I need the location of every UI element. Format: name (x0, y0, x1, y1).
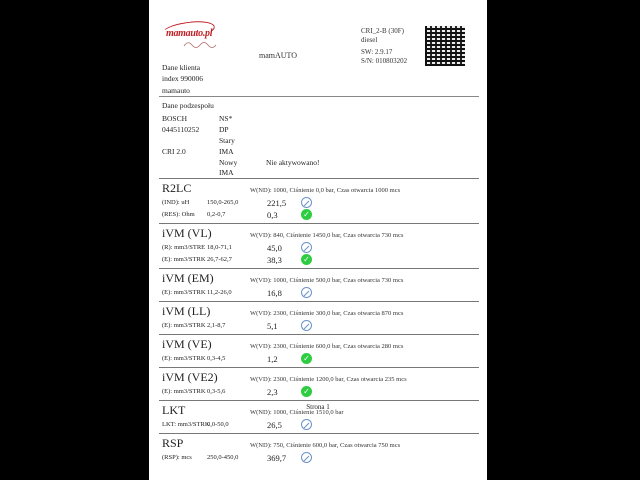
measurement-label: (RSP): mcs (162, 454, 192, 461)
section-title: R2LC (162, 181, 192, 195)
matrix-code (425, 26, 465, 66)
component-row (162, 136, 320, 147)
measurement-range: 0,2-0,7 (207, 211, 226, 218)
test-section-r2lc (159, 178, 479, 223)
component-flag: NS* (219, 114, 233, 123)
component-flag: IMA (219, 146, 234, 156)
component-row (162, 114, 320, 125)
component-flag: Nowy (219, 157, 238, 167)
section-title: iVM (VL) (162, 226, 212, 240)
device-model: CRI_2-B (30F) (361, 27, 404, 35)
section-conditions: W(ND): 1000, Ciśnienie 0,0 bar, Czas otwarcia 1000 mcs (250, 187, 401, 194)
measurement-range: 0,3-5,6 (207, 388, 226, 395)
measurement-value: 5,1 (267, 320, 278, 331)
measurement-row (159, 452, 479, 463)
test-section-ivm-vl (159, 223, 479, 268)
measurement-value: 221,5 (267, 197, 287, 208)
test-section-rsp (159, 433, 479, 466)
test-section-ivm-ll (159, 301, 479, 334)
section-title: iVM (EM) (162, 271, 214, 285)
measurement-range: 11,2-26,0 (207, 289, 232, 296)
measurement-label: LKT: mm3/STRK (162, 421, 210, 428)
section-conditions: W(VD): 2300, Ciśnienie 1200,0 bar, Czas otwarcia 235 mcs (250, 376, 407, 383)
measurement-range: 0,0-50,0 (207, 421, 229, 428)
status-skip-icon (301, 287, 312, 298)
section-title: LKT (162, 403, 186, 417)
test-section-ivm-ve2 (159, 367, 479, 400)
measurement-row (159, 209, 479, 220)
section-title: iVM (VE) (162, 337, 212, 351)
status-ok-icon (301, 353, 312, 364)
device-serial-number: S/N: 010803202 (361, 57, 408, 66)
measurement-value: 0,3 (267, 209, 278, 220)
section-title: iVM (LL) (162, 304, 211, 318)
section-conditions: W(ND): 750, Ciśnienie 600,0 bar, Czas otwarcia 750 mcs (250, 442, 401, 449)
measurement-row (159, 353, 479, 364)
section-conditions: W(VD): 2300, Ciśnienie 300,0 bar, Czas otwarcia 870 mcs (250, 310, 404, 317)
component-row (162, 158, 320, 169)
status-skip-icon (301, 242, 312, 253)
client-data-block (162, 62, 203, 96)
report-page (149, 0, 487, 480)
status-ok-icon (301, 386, 312, 397)
measurement-value: 16,8 (267, 287, 282, 298)
measurement-range: 0,3-4,5 (207, 355, 226, 362)
logo-text-main: mam (166, 28, 186, 39)
measurement-label: (E): mm3/STRK (162, 388, 206, 395)
measurement-value: 26,5 (267, 419, 282, 430)
section-conditions: W(VD): 1000, Ciśnienie 500,0 bar, Czas otwarcia 730 mcs (250, 277, 404, 284)
measurement-range: 2,1-8,7 (207, 322, 226, 329)
section-conditions: W(VD): 2300, Ciśnienie 600,0 bar, Czas otwarcia 280 mcs (250, 343, 404, 350)
measurement-label: (E): mm3/STRK (162, 355, 206, 362)
client-data-title: Dane klienta (162, 63, 201, 72)
status-skip-icon (301, 197, 312, 208)
logo-text-auto: auto (185, 28, 203, 39)
measurement-row (159, 242, 479, 253)
measurement-row (159, 419, 479, 430)
report-title: mamAUTO (259, 51, 298, 60)
measurement-label: (E): mm3/STRK (162, 289, 206, 296)
test-results (159, 178, 479, 466)
measurement-range: 26,7-62,7 (207, 256, 232, 263)
ima-status-note: Nie aktywowano! (266, 157, 320, 167)
measurement-value: 1,2 (267, 353, 278, 364)
measurement-row (159, 197, 479, 208)
status-skip-icon (301, 320, 312, 331)
component-part-number: 0445110252 (162, 124, 200, 134)
measurement-range: 150,0-265,0 (207, 199, 239, 206)
component-data-title: Dane podzespołu (162, 101, 214, 110)
section-conditions: W(ND): 1000, Ciśnienie 1510,0 bar (250, 409, 344, 416)
section-title: RSP (162, 436, 184, 450)
component-flag: DP (219, 124, 229, 134)
test-section-ivm-ve (159, 334, 479, 367)
measurement-label: (E): mm3/STRK (162, 256, 206, 263)
client-index: index 990006 (162, 74, 204, 84)
test-section-ivm-em (159, 268, 479, 301)
device-fuel: diesel (361, 36, 378, 45)
mamauto-logo (166, 28, 212, 39)
component-row (162, 147, 320, 158)
logo-text-tld: .pl (202, 28, 213, 39)
status-skip-icon (301, 452, 312, 463)
measurement-label: (IND): uH (162, 199, 190, 206)
status-ok-icon (301, 209, 312, 220)
measurement-row (159, 287, 479, 298)
client-name: mamauto (162, 85, 190, 95)
component-manufacturer: BOSCH (162, 114, 188, 123)
measurement-range: 18,0-71,1 (207, 244, 232, 251)
component-flag: Stary (219, 135, 235, 145)
page-number: Strona 1 (306, 403, 330, 411)
measurement-label: (RES): Ohm (162, 211, 195, 218)
measurement-row (159, 320, 479, 331)
component-row (162, 125, 320, 136)
component-type: CRI 2.0 (162, 146, 186, 156)
measurement-value: 2,3 (267, 386, 278, 397)
device-info-block (361, 27, 407, 66)
component-data-table (162, 114, 320, 179)
section-title: iVM (VE2) (162, 370, 218, 384)
measurement-value: 38,3 (267, 254, 282, 265)
measurement-range: 250,0-450,0 (207, 454, 239, 461)
status-skip-icon (301, 419, 312, 430)
measurement-row (159, 386, 479, 397)
section-conditions: W(VD): 840, Ciśnienie 1450,0 bar, Czas otwarcia 730 mcs (250, 232, 404, 239)
measurement-value: 45,0 (267, 242, 282, 253)
status-ok-icon (301, 254, 312, 265)
header-divider (159, 96, 479, 97)
logo-signature-squiggle (183, 41, 221, 49)
measurement-row (159, 254, 479, 265)
measurement-label: (E): mm3/STRK (162, 322, 206, 329)
measurement-label: (R): mm3/STRE (162, 244, 206, 251)
device-software-version: SW: 2.9.17 (361, 48, 393, 57)
measurement-value: 369,7 (267, 452, 287, 463)
component-flag: IMA (219, 168, 234, 178)
